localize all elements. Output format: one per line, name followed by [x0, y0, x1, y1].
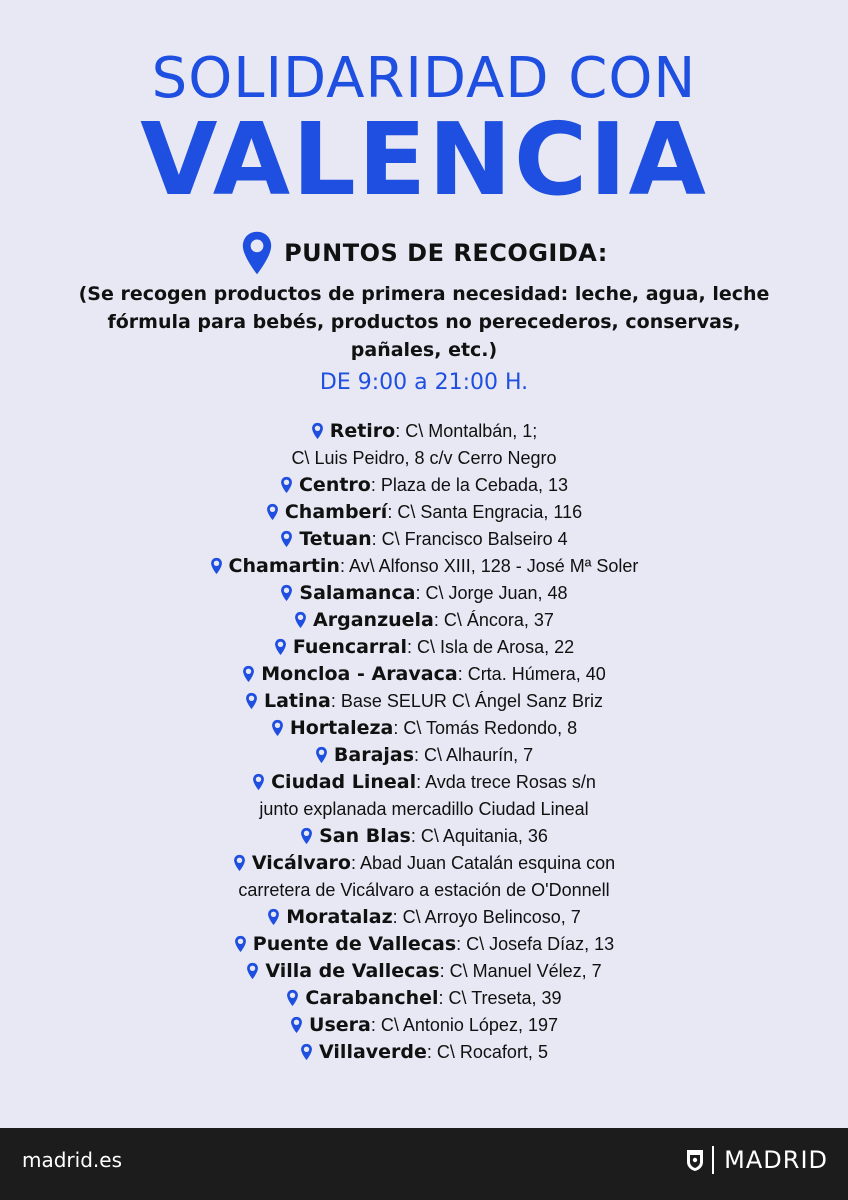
address-continuation: C\ Luis Peidro, 8 c/v Cerro Negro: [291, 448, 557, 468]
district-name: Villaverde: [319, 1041, 427, 1063]
collection-point: [0, 472, 848, 499]
district-name: San Blas: [319, 825, 411, 847]
collection-point: [0, 958, 848, 985]
district-name: Usera: [309, 1014, 371, 1036]
district-name: Chamberí: [284, 501, 388, 523]
address: : C\ Francisco Balseiro 4: [371, 529, 568, 549]
district-name: Vicálvaro: [251, 852, 351, 874]
district-name: Arganzuela: [313, 609, 434, 631]
address-continuation: carretera de Vicálvaro a estación de O'Donnell: [238, 880, 610, 900]
location-pin-icon: [274, 638, 287, 656]
district-name: Hortaleza: [289, 717, 394, 739]
address: : C\ Rocafort, 5: [426, 1042, 548, 1062]
location-pin-icon: [300, 1043, 313, 1061]
address: : C\ Aquitania, 36: [410, 826, 548, 846]
collection-point: [0, 553, 848, 580]
collection-point: [0, 418, 848, 445]
collection-point: [0, 769, 848, 796]
location-pin-icon: [311, 422, 324, 440]
location-pin-icon: [252, 773, 265, 791]
collection-point: [0, 931, 848, 958]
collection-point: [0, 715, 848, 742]
location-pin-icon: [280, 530, 293, 548]
address: : Crta. Húmera, 40: [457, 664, 606, 684]
location-pin-icon: [234, 935, 247, 953]
collection-point: [0, 850, 848, 877]
footer: [0, 1128, 848, 1200]
address: : C\ Manuel Vélez, 7: [439, 961, 602, 981]
collection-point: [0, 634, 848, 661]
logo-text: MADRID: [724, 1146, 828, 1174]
location-pin-icon: [267, 908, 280, 926]
address: : Avda trece Rosas s/n: [416, 772, 596, 792]
collection-heading: [0, 230, 848, 276]
address: : C\ Treseta, 39: [438, 988, 562, 1008]
district-name: Villa de Vallecas: [265, 960, 440, 982]
district-name: Moncloa - Aravaca: [261, 663, 458, 685]
district-name: Retiro: [329, 420, 396, 442]
address: : Av\ Alfonso XIII, 128 - José Mª Soler: [339, 556, 639, 576]
collection-point: [0, 499, 848, 526]
address: : C\ Áncora, 37: [433, 610, 554, 630]
address: : C\ Isla de Arosa, 22: [407, 637, 575, 657]
district-name: Chamartin: [228, 555, 340, 577]
location-pin-icon: [246, 962, 259, 980]
location-pin-icon: [294, 611, 307, 629]
logo-divider: [712, 1146, 714, 1174]
footer-site[interactable]: madrid.es: [22, 1148, 122, 1172]
district-name: Barajas: [333, 744, 415, 766]
collection-point: [0, 823, 848, 850]
district-name: Ciudad Lineal: [271, 771, 417, 793]
collection-point: [0, 742, 848, 769]
collection-point: [0, 904, 848, 931]
district-name: Latina: [264, 690, 331, 712]
collection-point: [0, 661, 848, 688]
location-pin-icon: [242, 665, 255, 683]
collection-description: (Se recogen productos de primera necesidad: leche, agua, leche fórmula para bebés, productos no perecederos, conservas, pañales, etc.): [78, 283, 770, 361]
collection-points-list: [0, 418, 848, 1066]
collection-point: [0, 526, 848, 553]
district-name: Moratalaz: [286, 906, 393, 928]
location-pin-icon: [210, 557, 223, 575]
location-pin-icon: [271, 719, 284, 737]
address: : C\ Alhaurín, 7: [414, 745, 534, 765]
madrid-logo: [686, 1146, 828, 1174]
address-continuation: junto explanada mercadillo Ciudad Lineal: [259, 799, 589, 819]
location-pin-icon: [233, 854, 246, 872]
location-pin-icon: [245, 692, 258, 710]
address: : Base SELUR C\ Ángel Sanz Briz: [330, 691, 603, 711]
collection-point: [0, 688, 848, 715]
address: : C\ Josefa Díaz, 13: [456, 934, 615, 954]
address: : C\ Arroyo Belincoso, 7: [392, 907, 581, 927]
collection-point: [0, 580, 848, 607]
address: : C\ Jorge Juan, 48: [415, 583, 568, 603]
collection-point: [0, 1012, 848, 1039]
location-pin-icon: [315, 746, 328, 764]
district-name: Carabanchel: [305, 987, 439, 1009]
collection-point: [0, 1039, 848, 1066]
location-pin-icon: [290, 1016, 303, 1034]
collection-point: [0, 985, 848, 1012]
address: : Abad Juan Catalán esquina con: [350, 853, 616, 873]
address: : C\ Tomás Redondo, 8: [393, 718, 578, 738]
collection-heading-text: PUNTOS DE RECOGIDA:: [284, 239, 608, 267]
district-name: Fuencarral: [292, 636, 408, 658]
location-pin-icon: [240, 230, 274, 276]
address: : C\ Antonio López, 197: [370, 1015, 558, 1035]
address: : Plaza de la Cebada, 13: [370, 475, 568, 495]
collection-hours: DE 9:00 a 21:00 H.: [319, 370, 529, 395]
address: : C\ Montalbán, 1;: [395, 421, 538, 441]
location-pin-icon: [280, 476, 293, 494]
district-name: Centro: [298, 474, 371, 496]
district-name: Puente de Vallecas: [252, 933, 457, 955]
address: : C\ Santa Engracia, 116: [387, 502, 583, 522]
title-line-2: VALENCIA: [140, 101, 708, 218]
madrid-crest-icon: [686, 1148, 704, 1172]
location-pin-icon: [286, 989, 299, 1007]
title-line-1: SOLIDARIDAD CON: [151, 46, 697, 111]
location-pin-icon: [280, 584, 293, 602]
district-name: Tetuan: [299, 528, 372, 550]
location-pin-icon: [300, 827, 313, 845]
district-name: Salamanca: [299, 582, 416, 604]
collection-point: [0, 607, 848, 634]
location-pin-icon: [266, 503, 279, 521]
